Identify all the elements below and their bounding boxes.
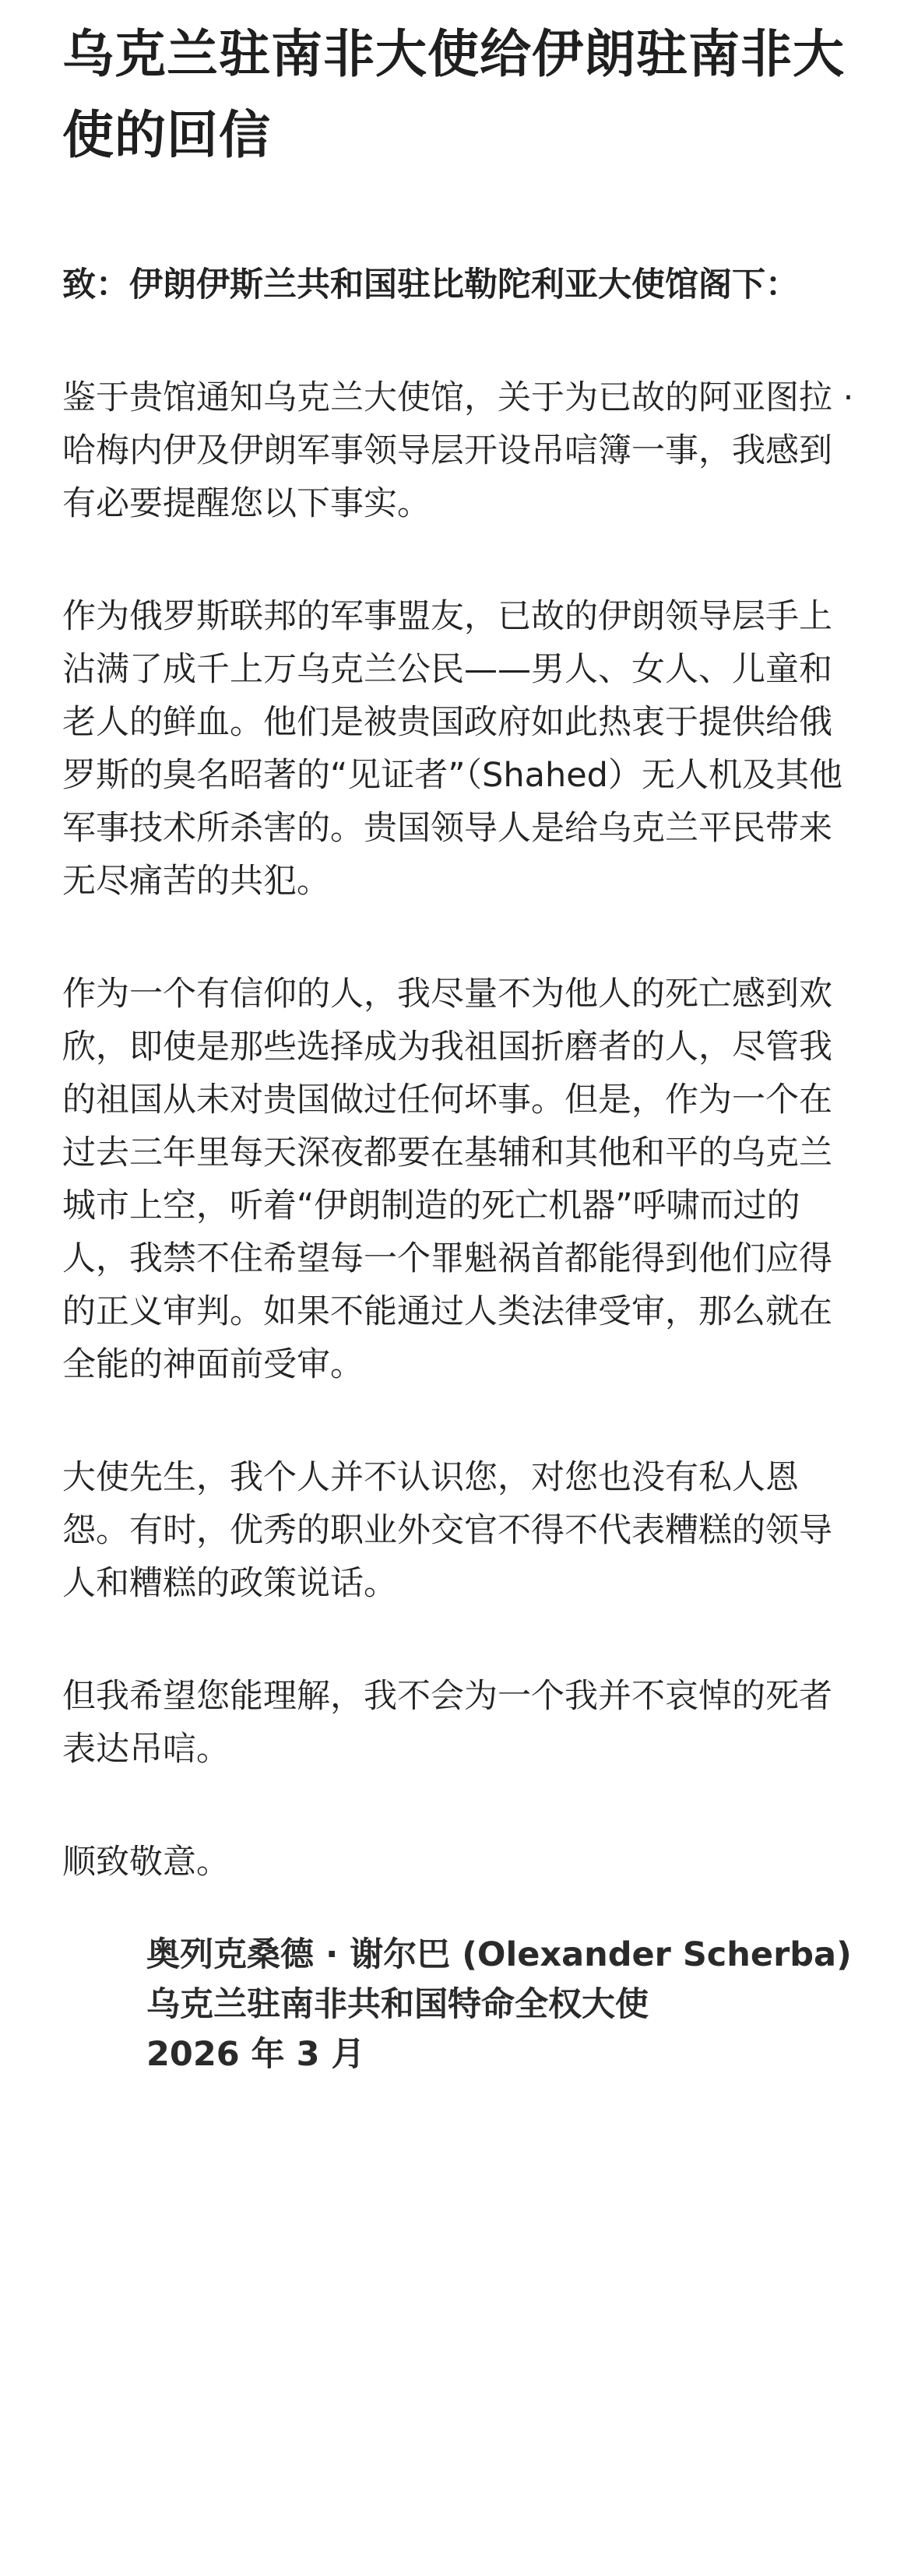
paragraph-1: 鉴于贵馆通知乌克兰大使馆，关于为已故的阿亚图拉 · 哈梅内伊及伊朗军事领导层开设吊唁簿一事，我感到有必要提醒您以下事实。: [62, 378, 854, 523]
salutation: 致：伊朗伊斯兰共和国驻比勒陀利亚大使馆阁下：: [62, 265, 799, 304]
signatory-position: 乌克兰驻南非共和国特命全权大使: [146, 1985, 649, 2024]
paragraph-3: 作为一个有信仰的人，我尽量不为他人的死亡感到欢欣，即使是那些选择成为我祖国折磨者的人，尽管我的祖国从未对贵国做过任何坏事。但是，作为一个在过去三年里每天深夜都要在基辅和其他和平的乌克兰城市上空，听着“伊朗制造的死亡机器”呼啸而过的人，我禁不住希望每一个罪魁祸首都能得到他们应得的正义审判。如果不能通过人类法律受审，那么就在全能的神面前受审。: [62, 975, 832, 1384]
paragraph-4: 大使先生，我个人并不认识您，对您也没有私人恩怨。有时，优秀的职业外交官不得不代表糟糕的领导人和糟糕的政策说话。: [62, 1458, 832, 1603]
signature-date: 2026 年 3 月: [146, 2035, 365, 2074]
paragraph-2: 作为俄罗斯联邦的军事盟友，已故的伊朗领导层手上沾满了成千上万乌克兰公民——男人、女人、儿童和老人的鲜血。他们是被贵国政府如此热衷于提供给俄罗斯的臭名昭著的“见证者”（Shahed）无人机及其他军事技术所杀害的。贵国领导人是给乌克兰平民带来无尽痛苦的共犯。: [62, 597, 842, 901]
article-title: 乌克兰驻南非大使给伊朗驻南非大使的回信: [62, 24, 845, 165]
closing-line: 顺致敬意。: [62, 1843, 230, 1882]
signatory-name: 奥列克桑德 · 谢尔巴 (Olexander Scherba): [146, 1935, 852, 1974]
paragraph-5: 但我希望您能理解，我不会为一个我并不哀悼的死者表达吊唁。: [62, 1677, 832, 1769]
signature-block: [146, 1930, 856, 2079]
